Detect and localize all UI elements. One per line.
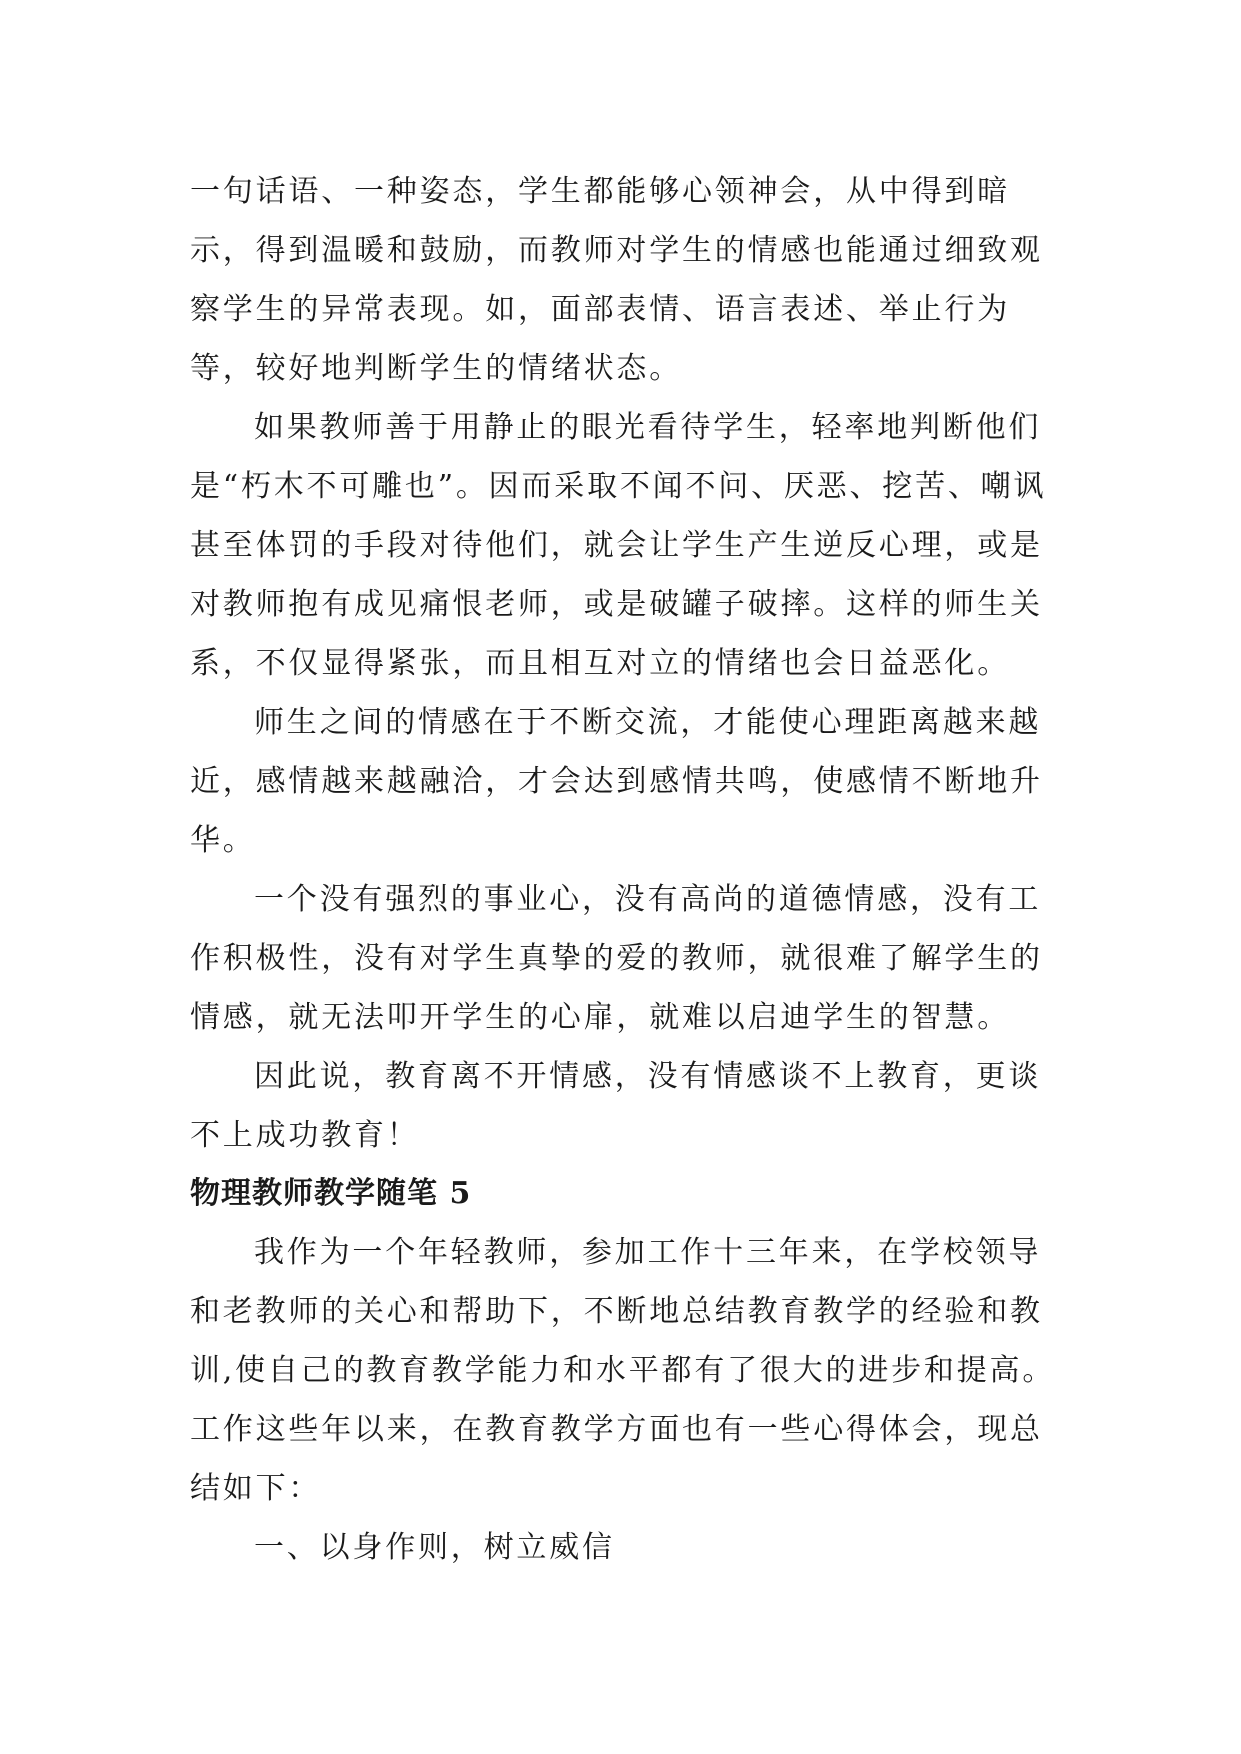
paragraph-conclusion: 因此说，教育离不开情感，没有情感谈不上教育，更谈不上成功教育！ <box>190 1059 1042 1153</box>
document-body <box>190 162 1070 1577</box>
paragraph-emotional-signals: 一句话语、一种姿态，学生都能够心领神会，从中得到暗示，得到温暖和鼓励，而教师对学生的情感也能通过细致观察学生的异常表现。如，面部表情、语言表述、举止行为等，较好地判断学生的情绪状态。 <box>190 174 1043 386</box>
paragraph-teacher-qualities: 一个没有强烈的事业心，没有高尚的道德情感，没有工作积极性，没有对学生真挚的爱的教师，就很难了解学生的情感，就无法叩开学生的心扉，就难以启迪学生的智慧。 <box>190 882 1043 1035</box>
paragraph-static-view-of-students: 如果教师善于用静止的眼光看待学生，轻率地判断他们是“朽木不可雕也”。因而采取不闻不问、厌恶、挖苦、嘲讽甚至体罚的手段对待他们，就会让学生产生逆反心理，或是对教师抱有成见痛恨老师，或是破罐子破摔。这样的师生关系，不仅显得紧张，而且相互对立的情绪也会日益恶化。 <box>190 410 1047 681</box>
paragraph-introduction: 我作为一个年轻教师，参加工作十三年来，在学校领导和老教师的关心和帮助下，不断地总结教育教学的经验和教训,使自己的教育教学能力和水平都有了很大的进步和提高。工作这些年以来，在教育教学方面也有一些心得体会，现总结如下： <box>190 1235 1056 1506</box>
subheading-lead-by-example: 一、以身作则，树立威信 <box>254 1530 615 1565</box>
paragraph-communication: 师生之间的情感在于不断交流，才能使心理距离越来越近，感情越来越融洽，才会达到感情共鸣，使感情不断地升华。 <box>190 705 1043 858</box>
section-title: 物理教师教学随笔 5 <box>190 1176 472 1211</box>
